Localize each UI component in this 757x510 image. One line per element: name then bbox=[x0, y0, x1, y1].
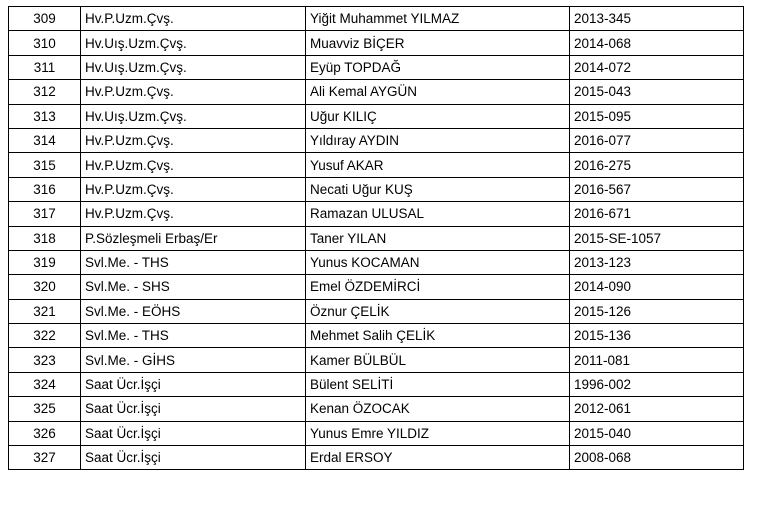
table-row bbox=[9, 372, 744, 396]
registry-code-cell: 2014-090 bbox=[570, 275, 744, 299]
row-number-cell: 316 bbox=[9, 177, 81, 201]
registry-code-cell: 2015-SE-1057 bbox=[570, 226, 744, 250]
name-cell: Yunus Emre YILDIZ bbox=[306, 421, 570, 445]
registry-code-cell: 2015-043 bbox=[570, 80, 744, 104]
rank-cell: Hv.P.Uzm.Çvş. bbox=[81, 128, 306, 152]
table-row bbox=[9, 421, 744, 445]
row-number-cell: 321 bbox=[9, 299, 81, 323]
rank-cell: Hv.P.Uzm.Çvş. bbox=[81, 80, 306, 104]
name-cell: Emel ÖZDEMİRCİ bbox=[306, 275, 570, 299]
row-number-cell: 326 bbox=[9, 421, 81, 445]
rank-cell: Hv.P.Uzm.Çvş. bbox=[81, 202, 306, 226]
registry-code-cell: 2011-081 bbox=[570, 348, 744, 372]
rank-cell: Hv.Uış.Uzm.Çvş. bbox=[81, 104, 306, 128]
rank-cell: Svl.Me. - THS bbox=[81, 250, 306, 274]
rank-cell: Svl.Me. - THS bbox=[81, 324, 306, 348]
table-row bbox=[9, 128, 744, 152]
row-number-cell: 325 bbox=[9, 397, 81, 421]
row-number-cell: 315 bbox=[9, 153, 81, 177]
rank-cell: Hv.P.Uzm.Çvş. bbox=[81, 177, 306, 201]
row-number-cell: 311 bbox=[9, 55, 81, 79]
registry-code-cell: 2016-275 bbox=[570, 153, 744, 177]
registry-code-cell: 2012-061 bbox=[570, 397, 744, 421]
name-cell: Mehmet Salih ÇELİK bbox=[306, 324, 570, 348]
registry-code-cell: 2015-136 bbox=[570, 324, 744, 348]
name-cell: Yıldıray AYDIN bbox=[306, 128, 570, 152]
registry-code-cell: 2013-345 bbox=[570, 7, 744, 31]
name-cell: Yunus KOCAMAN bbox=[306, 250, 570, 274]
name-cell: Kenan ÖZOCAK bbox=[306, 397, 570, 421]
rank-cell: Saat Ücr.İşçi bbox=[81, 446, 306, 470]
registry-code-cell: 2014-072 bbox=[570, 55, 744, 79]
table-body bbox=[9, 7, 744, 470]
name-cell: Eyüp TOPDAĞ bbox=[306, 55, 570, 79]
row-number-cell: 317 bbox=[9, 202, 81, 226]
table-row bbox=[9, 55, 744, 79]
row-number-cell: 310 bbox=[9, 31, 81, 55]
table-row bbox=[9, 7, 744, 31]
rank-cell: Saat Ücr.İşçi bbox=[81, 397, 306, 421]
table-row bbox=[9, 397, 744, 421]
table-row bbox=[9, 31, 744, 55]
name-cell: Bülent SELİTİ bbox=[306, 372, 570, 396]
name-cell: Necati Uğur KUŞ bbox=[306, 177, 570, 201]
registry-code-cell: 2016-567 bbox=[570, 177, 744, 201]
registry-code-cell: 2015-040 bbox=[570, 421, 744, 445]
table-row bbox=[9, 299, 744, 323]
table-row bbox=[9, 177, 744, 201]
rank-cell: Saat Ücr.İşçi bbox=[81, 421, 306, 445]
table-row bbox=[9, 348, 744, 372]
name-cell: Ali Kemal AYGÜN bbox=[306, 80, 570, 104]
table-row bbox=[9, 446, 744, 470]
rank-cell: Hv.P.Uzm.Çvş. bbox=[81, 7, 306, 31]
table-row bbox=[9, 104, 744, 128]
personnel-table bbox=[8, 6, 744, 470]
rank-cell: Saat Ücr.İşçi bbox=[81, 372, 306, 396]
table-row bbox=[9, 153, 744, 177]
row-number-cell: 318 bbox=[9, 226, 81, 250]
rank-cell: Svl.Me. - EÖHS bbox=[81, 299, 306, 323]
rank-cell: Svl.Me. - SHS bbox=[81, 275, 306, 299]
row-number-cell: 322 bbox=[9, 324, 81, 348]
row-number-cell: 327 bbox=[9, 446, 81, 470]
registry-code-cell: 1996-002 bbox=[570, 372, 744, 396]
row-number-cell: 324 bbox=[9, 372, 81, 396]
table-row bbox=[9, 275, 744, 299]
name-cell: Ramazan ULUSAL bbox=[306, 202, 570, 226]
rank-cell: Hv.P.Uzm.Çvş. bbox=[81, 153, 306, 177]
rank-cell: Hv.Uış.Uzm.Çvş. bbox=[81, 55, 306, 79]
name-cell: Taner YILAN bbox=[306, 226, 570, 250]
table-row bbox=[9, 80, 744, 104]
row-number-cell: 309 bbox=[9, 7, 81, 31]
name-cell: Muavviz BİÇER bbox=[306, 31, 570, 55]
rank-cell: P.Sözleşmeli Erbaş/Er bbox=[81, 226, 306, 250]
registry-code-cell: 2014-068 bbox=[570, 31, 744, 55]
table-row bbox=[9, 226, 744, 250]
name-cell: Erdal ERSOY bbox=[306, 446, 570, 470]
table-row bbox=[9, 202, 744, 226]
name-cell: Yiğit Muhammet YILMAZ bbox=[306, 7, 570, 31]
registry-code-cell: 2016-671 bbox=[570, 202, 744, 226]
name-cell: Öznur ÇELİK bbox=[306, 299, 570, 323]
rank-cell: Svl.Me. - GİHS bbox=[81, 348, 306, 372]
registry-code-cell: 2013-123 bbox=[570, 250, 744, 274]
name-cell: Yusuf AKAR bbox=[306, 153, 570, 177]
registry-code-cell: 2015-126 bbox=[570, 299, 744, 323]
table-row bbox=[9, 250, 744, 274]
row-number-cell: 312 bbox=[9, 80, 81, 104]
rank-cell: Hv.Uış.Uzm.Çvş. bbox=[81, 31, 306, 55]
name-cell: Uğur KILIÇ bbox=[306, 104, 570, 128]
registry-code-cell: 2016-077 bbox=[570, 128, 744, 152]
table-row bbox=[9, 324, 744, 348]
row-number-cell: 319 bbox=[9, 250, 81, 274]
row-number-cell: 320 bbox=[9, 275, 81, 299]
name-cell: Kamer BÜLBÜL bbox=[306, 348, 570, 372]
registry-code-cell: 2008-068 bbox=[570, 446, 744, 470]
row-number-cell: 323 bbox=[9, 348, 81, 372]
row-number-cell: 313 bbox=[9, 104, 81, 128]
row-number-cell: 314 bbox=[9, 128, 81, 152]
registry-code-cell: 2015-095 bbox=[570, 104, 744, 128]
